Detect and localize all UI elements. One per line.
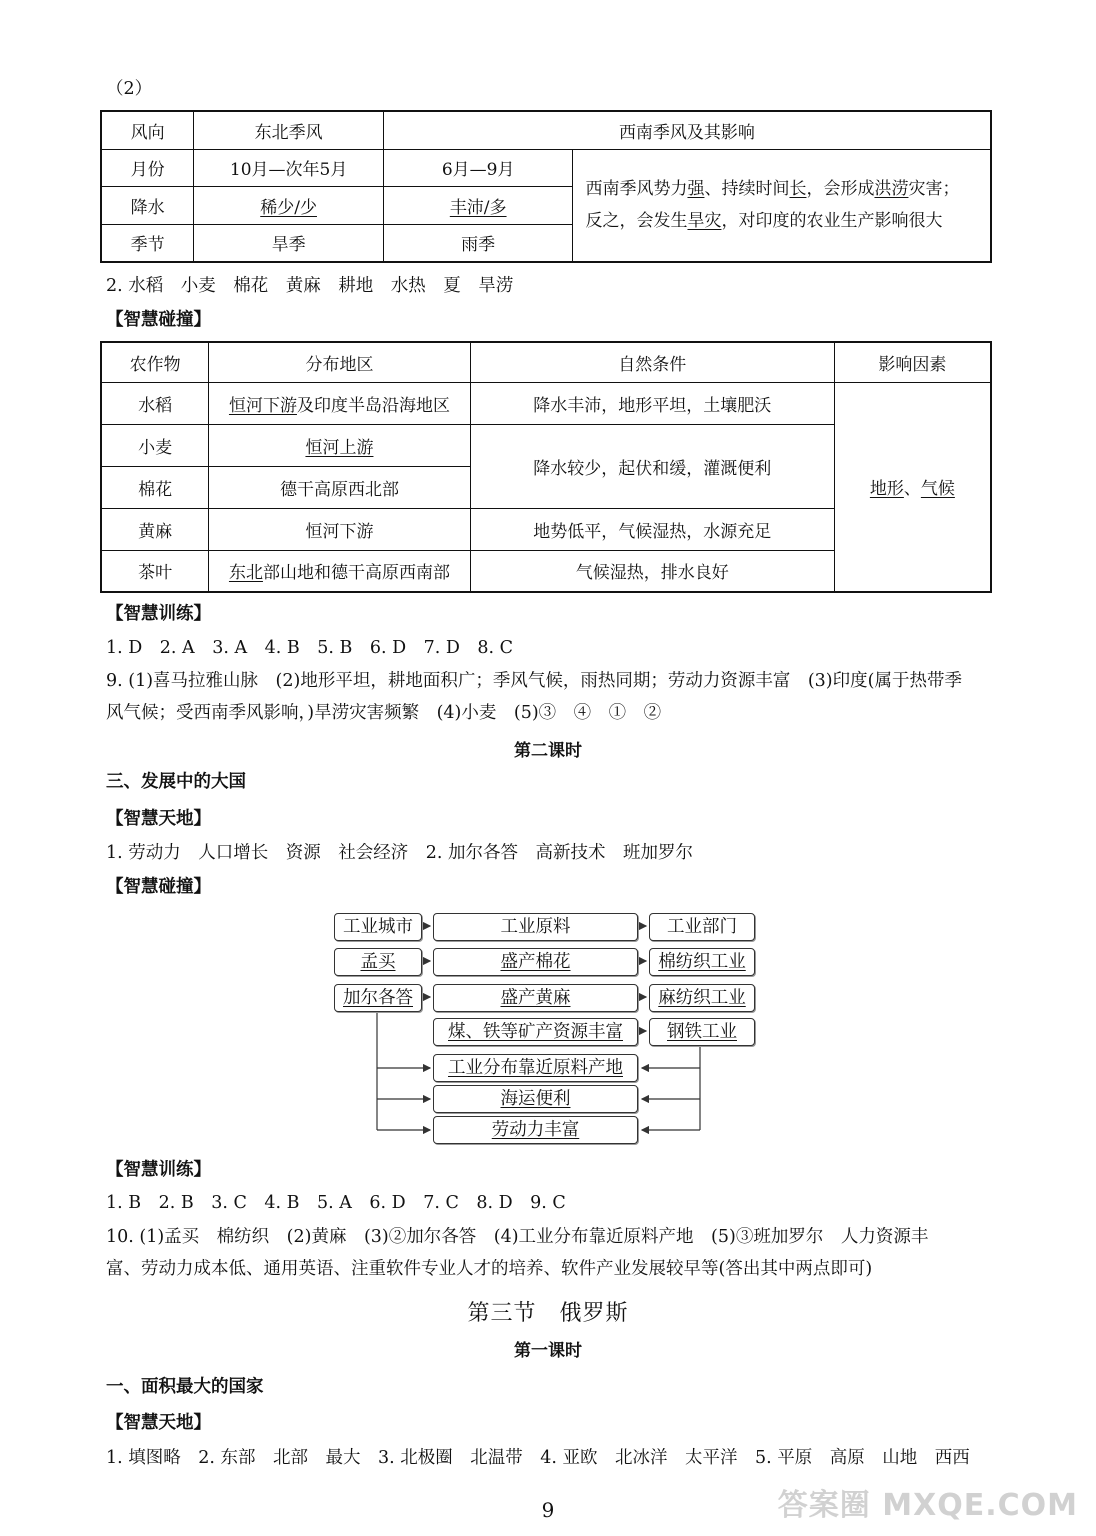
- cell: [194, 186, 384, 224]
- city-box: [334, 984, 422, 1012]
- lesson-title: 第一课时: [514, 1341, 582, 1361]
- answer-line: 风气候；受西南季风影响，)旱涝灾害频繁 (4)小麦 (5)③ ④ ① ②: [106, 703, 662, 723]
- effect-text: ，对印度的农业生产影响很大: [721, 211, 943, 232]
- cell-text: 恒河上游: [305, 437, 374, 458]
- area-cell: [209, 382, 470, 424]
- section-title: 第三节 俄罗斯: [467, 1301, 629, 1326]
- department-box: [649, 948, 755, 976]
- crop-cell: 茶叶: [101, 550, 209, 592]
- effect-text: 灾害；: [908, 179, 960, 200]
- city-header-box: 工业城市: [334, 913, 422, 941]
- cell: 雨季: [383, 224, 573, 262]
- cell-text: 及印度半岛沿海地区: [296, 395, 450, 416]
- cell-text: 丰沛/多: [449, 197, 507, 218]
- answer-line: 富、劳动力成本低、通用英语、注重软件专业人才的培养、软件产业发展较早等(答出其中两点即可): [106, 1259, 873, 1279]
- answer-line: 1. 填图略 2. 东部 北部 最大 3. 北极圈 北温带 4. 亚欧 北冰洋 太平洋 5. 平原 高原 山地 西西: [106, 1448, 970, 1468]
- cell: 10月—次年5月: [194, 149, 384, 186]
- effect-text: 长: [789, 179, 807, 200]
- cond-cell: 地势低平，气候湿热，水源充足: [470, 508, 834, 550]
- cell-text: 恒河下游: [228, 395, 297, 416]
- material-box: [433, 948, 638, 976]
- cell-text: 气候: [920, 479, 955, 500]
- page-number: 9: [541, 1498, 555, 1522]
- area-cell: 德干高原西北部: [209, 466, 470, 508]
- area-cell: [209, 424, 470, 466]
- department-header-box: 工业部门: [649, 913, 755, 941]
- effect-cell: [573, 149, 991, 262]
- box-text: 盛产黄麻: [500, 988, 571, 1008]
- effect-text: ，会形成: [806, 179, 875, 200]
- section-heading: 【智慧碰撞】: [106, 877, 211, 897]
- box-text: 劳动力丰富: [491, 1120, 580, 1140]
- box-text: 加尔各答: [343, 988, 413, 1008]
- area-cell: [209, 550, 470, 592]
- cell: 季节: [101, 224, 194, 262]
- effect-text: 、持续时间: [704, 179, 790, 200]
- cell: [383, 186, 573, 224]
- box-text: 海运便利: [500, 1089, 571, 1109]
- crop-cell: 棉花: [101, 466, 209, 508]
- header-cell: 分布地区: [209, 342, 470, 382]
- box-text: 盛产棉花: [500, 952, 571, 972]
- section-heading: 一、面积最大的国家: [106, 1377, 264, 1397]
- box-text: 煤、铁等矿产资源丰富: [448, 1022, 623, 1042]
- watermark: 答案圈 MXQE.COM: [777, 1488, 1078, 1523]
- section-heading: 三、发展中的大国: [106, 772, 246, 792]
- answer-line: 1. D 2. A 3. A 4. B 5. B 6. D 7. D 8. C: [106, 638, 514, 658]
- answer-line: 9. (1)喜马拉雅山脉 (2)地形平坦，耕地面积广；季风气候，雨热同期；劳动力资源丰富 (3)印度(属于热带季: [106, 671, 962, 691]
- section-heading: 【智慧碰撞】: [106, 310, 211, 330]
- effect-text: 反之，会发生: [585, 211, 688, 232]
- monsoon-table: [100, 110, 992, 263]
- cell-text: 稀少/少: [260, 197, 317, 218]
- factor-box: [433, 1116, 638, 1144]
- effect-text: 旱灾: [687, 211, 722, 232]
- area-cell: 恒河下游: [209, 508, 470, 550]
- material-header-box: 工业原料: [433, 913, 638, 941]
- cell: 风向: [101, 111, 194, 149]
- cond-cell: 气候湿热，排水良好: [470, 550, 834, 592]
- effect-text: 洪涝: [874, 179, 909, 200]
- cell-text: 、: [903, 479, 921, 500]
- factor-box: [433, 1054, 638, 1082]
- box-text: 棉纺织工业: [658, 952, 746, 972]
- section-heading: 【智慧天地】: [106, 809, 211, 829]
- section-heading: 【智慧训练】: [106, 1160, 211, 1180]
- lesson-title: 第二课时: [514, 741, 582, 761]
- header-cell: 影响因素: [834, 342, 991, 382]
- effect-text: 西南季风势力: [585, 179, 688, 200]
- header-cell: 自然条件: [470, 342, 834, 382]
- box-text: 工业分布靠近原料产地: [448, 1058, 623, 1078]
- part-label: （2）: [106, 79, 153, 99]
- cell: 旱季: [194, 224, 384, 262]
- cell: 6月—9月: [383, 149, 573, 186]
- crop-cell: 黄麻: [101, 508, 209, 550]
- crop-table: [100, 341, 992, 593]
- material-box: [433, 1018, 638, 1046]
- answer-line: 2. 水稻 小麦 棉花 黄麻 耕地 水热 夏 旱涝: [106, 276, 514, 296]
- section-heading: 【智慧训练】: [106, 604, 211, 624]
- cond-cell: 降水较少，起伏和缓，灌溉便利: [470, 424, 834, 508]
- department-box: [649, 984, 755, 1012]
- crop-cell: 水稻: [101, 382, 209, 424]
- cell: 月份: [101, 149, 194, 186]
- cell-text: 部山地和德干高原西南部: [262, 563, 450, 584]
- department-box: [649, 1018, 755, 1046]
- section-heading: 【智慧天地】: [106, 1413, 211, 1433]
- cell-text: 东北: [228, 563, 263, 584]
- answer-line: 1. 劳动力 人口增长 资源 社会经济 2. 加尔各答 高新技术 班加罗尔: [106, 843, 694, 863]
- cond-cell: 降水丰沛，地形平坦，土壤肥沃: [470, 382, 834, 424]
- box-text: 孟买: [360, 952, 396, 972]
- header-cell: 农作物: [101, 342, 209, 382]
- box-text: 麻纺织工业: [658, 988, 746, 1008]
- factor-cell: [834, 382, 991, 592]
- answer-line: 1. B 2. B 3. C 4. B 5. A 6. D 7. C 8. D 9. C: [106, 1193, 566, 1213]
- cell: 东北季风: [194, 111, 384, 149]
- answer-line: 10. (1)孟买 棉纺织 (2)黄麻 (3)②加尔各答 (4)工业分布靠近原料产地 (5)③班加罗尔 人力资源丰: [106, 1227, 929, 1247]
- effect-text: 强: [687, 179, 705, 200]
- material-box: [433, 984, 638, 1012]
- factor-box: [433, 1085, 638, 1113]
- crop-cell: 小麦: [101, 424, 209, 466]
- cell-text: 地形: [869, 479, 904, 500]
- city-box: [334, 948, 422, 976]
- cell: 降水: [101, 186, 194, 224]
- box-text: 钢铁工业: [667, 1022, 737, 1042]
- cell: 西南季风及其影响: [383, 111, 991, 149]
